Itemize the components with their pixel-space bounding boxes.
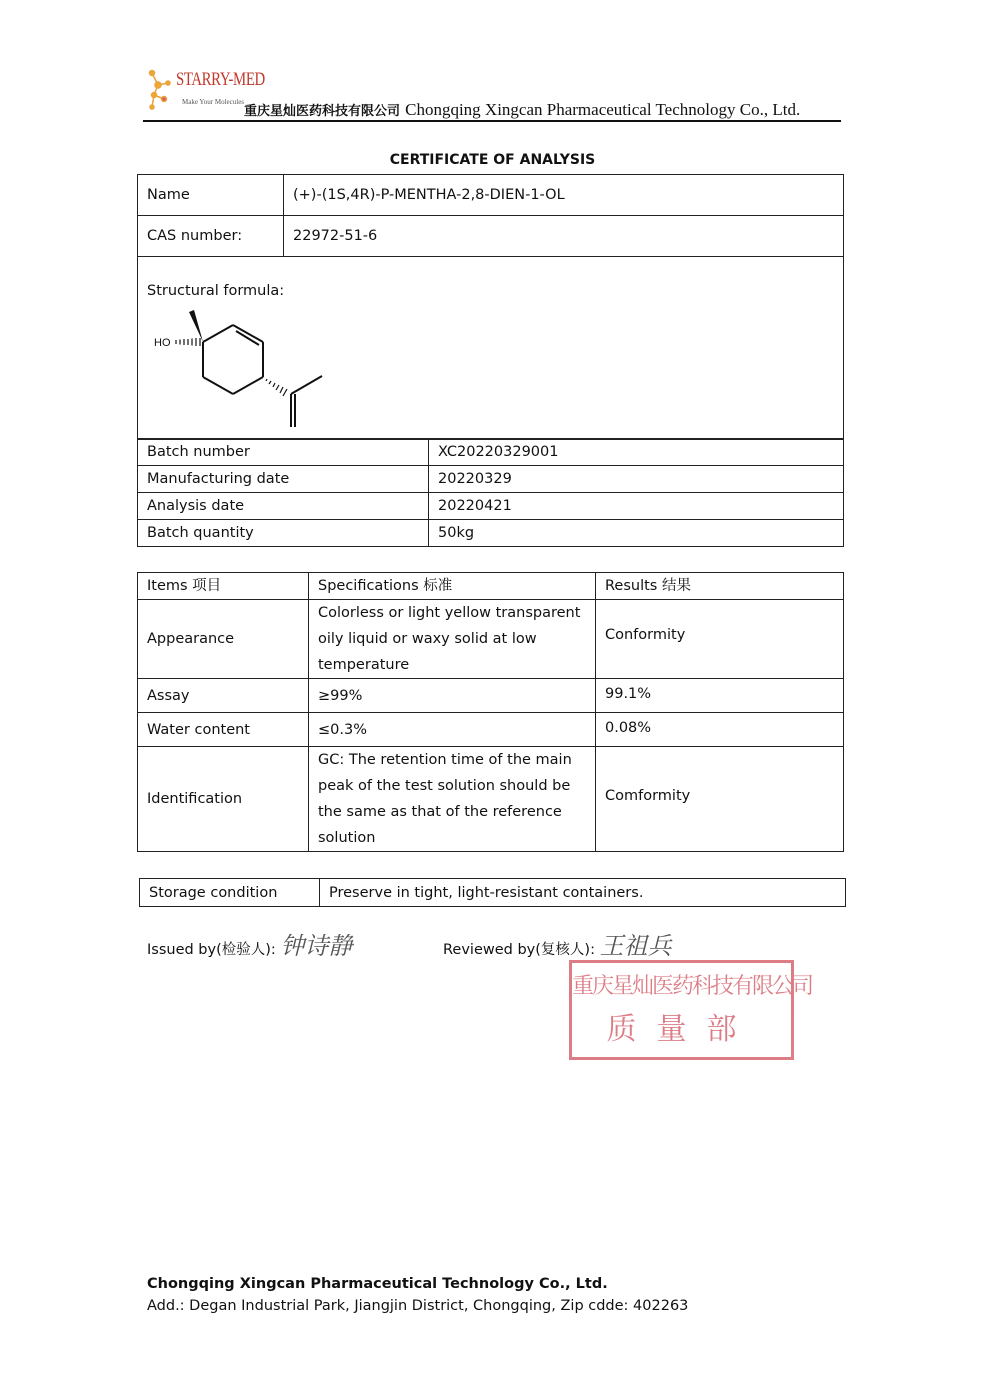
table-row: [138, 747, 844, 852]
test-result: Conformity: [596, 600, 844, 679]
stamp-department: 质量部: [606, 1012, 757, 1047]
reviewed-by-signature: 王祖兵: [599, 932, 672, 960]
test-item: Assay: [138, 679, 309, 713]
storage-value: Preserve in tight, light-resistant containers.: [320, 879, 846, 907]
logo-tagline: Make Your Molecules: [182, 98, 245, 106]
issued-by-label: Issued by(检验人):: [147, 942, 276, 958]
test-spec: GC: The retention time of the main peak of the test solution should be the same as that of the reference solution: [309, 747, 596, 852]
company-header: [244, 100, 800, 120]
stamp-company: 重庆星灿医药科技有限公司: [572, 974, 813, 999]
table-row: [138, 466, 844, 493]
test-spec: ≥99%: [309, 679, 596, 713]
batch-value: XC20220329001: [429, 439, 844, 466]
storage-table: [139, 878, 846, 907]
table-row: [138, 679, 844, 713]
hash-bonds: [176, 338, 287, 396]
reviewed-by: [443, 926, 672, 961]
batch-label: Analysis date: [138, 493, 429, 520]
test-results-table: [137, 572, 844, 852]
header-divider: [143, 120, 841, 122]
hydroxyl-label: HO: [154, 337, 171, 349]
structural-formula-diagram: [146, 309, 336, 439]
test-spec: ≤0.3%: [309, 713, 596, 747]
test-item: Water content: [138, 713, 309, 747]
footer-company-name: Chongqing Xingcan Pharmaceutical Technology Co., Ltd.: [147, 1276, 608, 1292]
issued-by-signature: 钟诗静: [280, 932, 353, 960]
batch-value: 50kg: [429, 520, 844, 547]
logo-text: STARRY-MED: [176, 69, 265, 90]
company-name-en: Chongqing Xingcan Pharmaceutical Technology Co., Ltd.: [405, 100, 801, 119]
reviewed-by-label: Reviewed by(复核人):: [443, 942, 595, 958]
batch-table: [137, 438, 844, 547]
table-row: [138, 713, 844, 747]
test-spec: Colorless or light yellow transparent oily liquid or waxy solid at low temperature: [309, 600, 596, 679]
document-title: CERTIFICATE OF ANALYSIS: [389, 152, 596, 168]
company-logo: [146, 67, 265, 113]
issued-by: [147, 926, 352, 961]
quality-department-stamp: [569, 960, 813, 1060]
company-name-cn: 重庆星灿医药科技有限公司: [244, 104, 401, 119]
table-row: [138, 257, 844, 440]
structure-cell: [138, 257, 844, 440]
table-row: [140, 879, 846, 907]
molecule-icon: [146, 67, 176, 113]
header-items: Items 项目: [138, 573, 309, 600]
batch-label: Batch number: [138, 439, 429, 466]
table-row: [138, 493, 844, 520]
batch-value: 20220421: [429, 493, 844, 520]
name-label: Name: [138, 175, 284, 216]
name-value: (+)-(1S,4R)-P-MENTHA-2,8-DIEN-1-OL: [284, 175, 844, 216]
footer-address: Add.: Degan Industrial Park, Jiangjin District, Chongqing, Zip cdde: 402263: [147, 1298, 689, 1314]
batch-label: Manufacturing date: [138, 466, 429, 493]
table-row: [138, 600, 844, 679]
storage-label: Storage condition: [140, 879, 320, 907]
header-specifications: Specifications 标准: [309, 573, 596, 600]
table-row: [138, 520, 844, 547]
batch-label: Batch quantity: [138, 520, 429, 547]
structure-label: Structural formula:: [147, 283, 285, 299]
test-result: 0.08%: [596, 713, 844, 747]
batch-value: 20220329: [429, 466, 844, 493]
table-row: [138, 216, 844, 257]
test-result: 99.1%: [596, 679, 844, 713]
table-row: [138, 439, 844, 466]
test-item: Appearance: [138, 600, 309, 679]
cas-value: 22972-51-6: [284, 216, 844, 257]
table-row: [138, 175, 844, 216]
test-result: Comformity: [596, 747, 844, 852]
header-results: Results 结果: [596, 573, 844, 600]
cas-label: CAS number:: [138, 216, 284, 257]
product-table: [137, 174, 844, 440]
test-item: Identification: [138, 747, 309, 852]
wedge-bond: [189, 310, 203, 342]
table-header-row: [138, 573, 844, 600]
